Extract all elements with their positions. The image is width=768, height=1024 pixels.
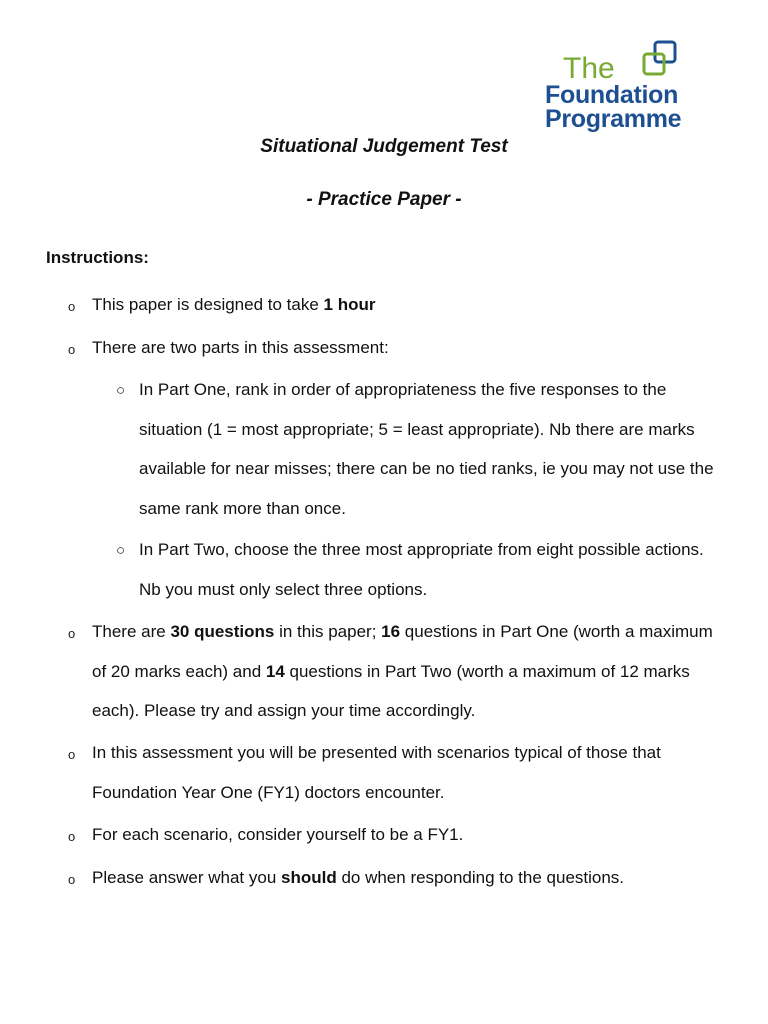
bullet-text-part: questions in Part One (worth a maximum of 20 marks each) and bbox=[92, 622, 713, 681]
bullet-text: For each scenario, consider yourself to be a FY1. bbox=[92, 825, 464, 844]
bullet-text-part: This paper is designed to take bbox=[92, 295, 324, 314]
bullet-text-part: There are bbox=[92, 622, 171, 641]
logo-programme-text: Programme bbox=[545, 105, 682, 133]
bullet-text-bold: 16 bbox=[381, 622, 401, 641]
bullet-text-part: do when responding to the questions. bbox=[336, 868, 625, 887]
sub-bullet-marker: ○ bbox=[116, 382, 126, 399]
document-subtitle: - Practice Paper - bbox=[306, 189, 462, 210]
bullet-text: In this assessment you will be presented with scenarios typical of those that Foundation Year One (FY1) doctors encounter. bbox=[92, 743, 661, 802]
bullet-marker: o bbox=[68, 299, 76, 314]
bullet-text bbox=[92, 285, 722, 325]
bullet-text-bold: 30 questions bbox=[170, 622, 275, 641]
logo-the-text: The bbox=[563, 52, 615, 85]
foundation-programme-logo bbox=[545, 40, 725, 135]
bullet-marker: o bbox=[68, 747, 76, 762]
bullet-text-bold: should bbox=[281, 868, 337, 887]
bullet-text-bold: 1 hour bbox=[323, 295, 376, 314]
sub-bullet-marker: ○ bbox=[116, 542, 126, 559]
sub-bullet-text: In Part One, rank in order of appropriateness the five responses to the situation (1 = most appropriate; 5 = least appropriate). Nb there are marks available for near misses; there can be no tied ranks, ie you may not use the same rank more than once. bbox=[139, 380, 714, 518]
bullet-marker: o bbox=[68, 872, 76, 887]
bullet-text-bold: 14 bbox=[265, 661, 285, 681]
sub-bullet-text: In Part Two, choose the three most appropriate from eight possible actions. Nb you must only select three options. bbox=[139, 540, 704, 599]
logo-foundation-text: Foundation bbox=[545, 81, 679, 109]
bullet-marker: o bbox=[68, 626, 76, 641]
bullet-text-part: questions in Part Two (worth a maximum of 12 marks each). Please try and assign your time accordingly. bbox=[92, 661, 690, 720]
document-title: Situational Judgement Test bbox=[260, 136, 508, 157]
bullet-text: There are two parts in this assessment: bbox=[92, 338, 389, 357]
bullet-text bbox=[92, 858, 722, 898]
bullet-text-part: in this paper; bbox=[274, 622, 382, 641]
bullet-marker: o bbox=[68, 829, 76, 844]
bullet-text-part: Please answer what you bbox=[92, 868, 281, 887]
instructions-heading: Instructions: bbox=[46, 248, 149, 267]
bullet-marker: o bbox=[68, 342, 76, 357]
bullet-text bbox=[92, 612, 722, 731]
overlapping-squares-icon bbox=[641, 40, 681, 80]
